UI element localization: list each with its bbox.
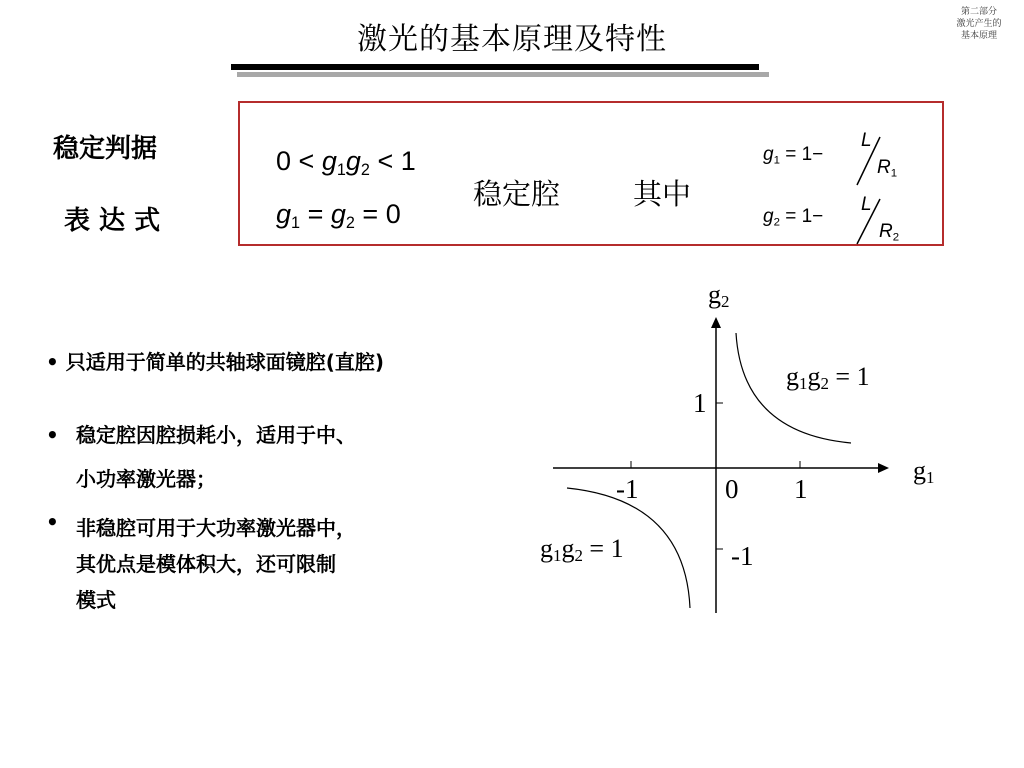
g1-definition-denominator: $R_1$ bbox=[877, 157, 898, 180]
criterion-label: 稳定判据 bbox=[53, 134, 158, 164]
where-label: 其中 bbox=[633, 177, 692, 211]
section-note-line-3: 基本原理 bbox=[960, 31, 997, 41]
g2-axis-arrow bbox=[711, 317, 721, 328]
tick-label-y-neg1: -1 bbox=[731, 541, 754, 571]
stability-condition-inequality: $0 < g_1g_2 < 1$ bbox=[276, 146, 416, 179]
g2-definition: $g_2 = 1-$ bbox=[763, 206, 824, 229]
tick-label-origin: 0 bbox=[725, 474, 739, 504]
g2-definition-numerator: L bbox=[861, 194, 872, 215]
bullet-2-line-2: 小功率激光器； bbox=[76, 467, 216, 491]
tick-label-x-neg1: -1 bbox=[616, 474, 639, 504]
bullet-dot: • bbox=[46, 510, 59, 534]
bullet-3-line-2: 其优点是模体积大，还可限制 bbox=[76, 552, 336, 576]
bullet-3-line-1: 非稳腔可用于大功率激光器中， bbox=[76, 516, 356, 540]
g1-definition: $g_1 = 1-$ bbox=[763, 144, 824, 167]
g2-definition-denominator: $R_2$ bbox=[879, 221, 900, 244]
lower-curve-label: $g_1g_2 = 1$ bbox=[540, 534, 624, 566]
g1-axis-arrow bbox=[878, 463, 889, 473]
section-note-line-1: 第二部分 bbox=[960, 7, 997, 17]
bullet-3-line-3: 模式 bbox=[76, 588, 116, 612]
upper-curve-label: $g_1g_2 = 1$ bbox=[786, 362, 870, 394]
g1-axis-label: $g_1$ bbox=[913, 456, 935, 488]
g2-axis-label: $g_2$ bbox=[708, 280, 730, 312]
bullet-dot: • bbox=[46, 350, 59, 374]
bullet-dot: • bbox=[46, 423, 59, 447]
tick-label-x-pos1: 1 bbox=[794, 474, 808, 504]
expression-label: 表 达 式 bbox=[64, 206, 161, 236]
stability-condition-equality: $g_1 = g_2 = 0$ bbox=[276, 199, 401, 232]
stable-cavity-label: 稳定腔 bbox=[473, 177, 561, 211]
slide-title: 激光的基本原理及特性 bbox=[357, 22, 667, 57]
section-note-line-2: 激光产生的 bbox=[956, 19, 1002, 29]
tick-label-y-pos1: 1 bbox=[693, 388, 707, 418]
bullet-2-line-1: 稳定腔因腔损耗小，适用于中、 bbox=[76, 423, 356, 447]
g1-definition-numerator: L bbox=[861, 130, 872, 151]
bullet-1-text: 只适用于简单的共轴球面镜腔(直腔) bbox=[65, 350, 385, 374]
